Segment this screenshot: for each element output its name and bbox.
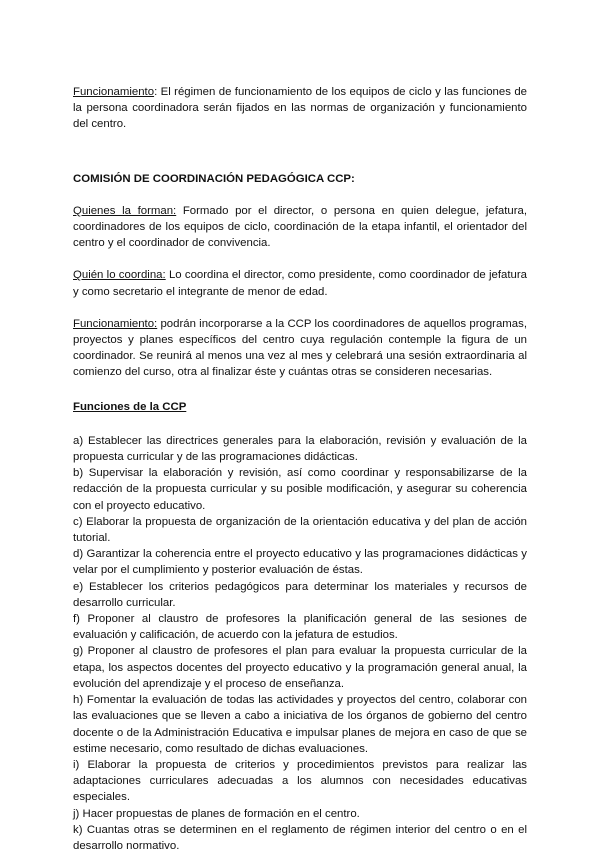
paragraph-funcionamiento-ciclo [73,84,527,133]
label-funcionamiento-ccp: Funcionamiento: [73,317,158,330]
list-item-j: j) Hacer propuestas de planes de formación en el centro. [73,807,360,820]
functions-list [73,433,527,854]
paragraph-text: El régimen de funcionamiento de los equipos de ciclo y las funciones de la persona coordinadora serán fijados en las normas de organización y funcionamiento del centro. [73,86,527,131]
paragraph-quienes-la-forman [73,203,527,252]
list-item-d: d) Garantizar la coherencia entre el proyecto educativo y las programaciones didácticas y velar por el cumplimiento y posterior evaluación de éstas. [73,548,527,577]
list-item-f: f) Proponer al claustro de profesores la planificación general de las sesiones de evaluación y calificación, de acuerdo con la jefatura de estudios. [73,613,527,642]
list-item-k: k) Cuantas otras se determinen en el reglamento de régimen interior del centro o en el desarrollo normativo. [73,823,527,852]
list-item-e: e) Establecer los criterios pedagógicos para determinar los materiales y recursos de desarrollo curricular. [73,580,527,609]
list-item-b: b) Supervisar la elaboración y revisión, así como coordinar y responsabilizarse de la redacción de la propuesta curricular y su posible modificación, y asegurar su coherencia con el proyecto educativo. [73,467,527,512]
paragraph-text: Lo coordina el director, como presidente, como coordinador de jefatura y como secretario el integrante de menor de edad. [73,269,528,298]
list-item-g: g) Proponer al claustro de profesores el plan para evaluar la propuesta curricular de la etapa, los aspectos docentes del proyecto educativo y la programación general anual, la evolución del aprendizaje y el proceso de enseñanza. [73,645,527,690]
paragraph-quien-lo-coordina [73,267,527,299]
list-item-h: h) Fomentar la evaluación de todas las actividades y proyectos del centro, colaborar con las evaluaciones que se lleven a cabo a iniciativa de los órganos de gobierno del centro docente o de la Administración Educativa e impulsar planes de mejora en caso de que se estime necesario, como resultado de dichas evaluaciones. [73,694,527,755]
list-item-c: c) Elaborar la propuesta de organización de la orientación educativa y del plan de acción tutorial. [73,515,527,545]
label-colon: : [154,86,158,98]
paragraph-text: Formado por el director, o persona en quien delegue, jefatura, coordinadores de los equipos de ciclo, coordinación de la etapa infantil, el orientador del centro y el coordinador de convivencia. [73,204,527,250]
list-item-a: a) Establecer las directrices generales para la elaboración, revisión y evaluación de la propuesta curricular y de las programaciones didácticas. [73,434,527,464]
label-funcionamiento: Funcionamiento [73,86,155,98]
paragraph-funcionamiento-ccp [73,316,527,381]
section-heading-ccp: COMISIÓN DE COORDINACIÓN PEDAGÓGICA CCP: [73,172,355,185]
subheading-funciones-ccp: Funciones de la CCP [73,400,187,413]
paragraph-text: podrán incorporarse a la CCP los coordinadores de aquellos programas, proyectos y planes específicos del centro cuya regulación contemple la figura de un coordinador. Se reunirá al menos una vez al mes y celebrará una sesión extraordinaria al comienzo del curso, otra al finalizar éste y cuántas otras se consideren necesarias. [73,317,527,379]
label-quien-lo-coordina: Quién lo coordina: [73,269,166,282]
list-item-i: i) Elaborar la propuesta de criterios y procedimientos previstos para realizar las adaptaciones curriculares adecuadas a los alumnos con necesidades educativas especiales. [73,758,527,804]
label-quienes-la-forman: Quienes la forman: [73,204,177,217]
